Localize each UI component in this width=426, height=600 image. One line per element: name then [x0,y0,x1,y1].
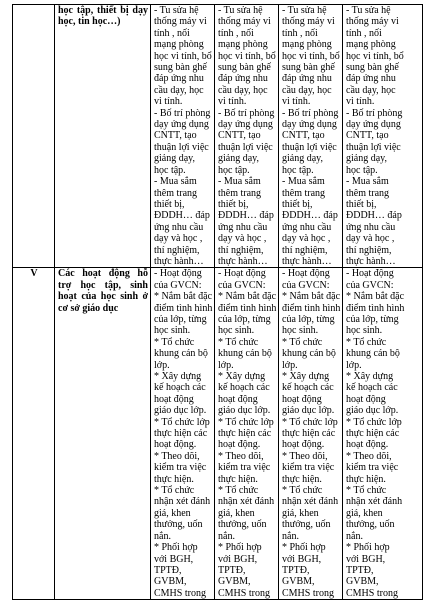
cell-line: - Mua sắm [282,176,325,188]
cell-line: giáo dục lớp. [218,405,271,417]
cell-line: tính , nối [346,27,382,39]
cell-line: ĐDDH… đáp [218,210,274,222]
cell-line: - Hoạt động [346,268,394,280]
cell-line: thí nghiệm, [154,244,200,256]
cell-line: nhận xét đánh [154,496,211,508]
table-cell [151,268,215,600]
cell-line: GVBM, [282,576,315,588]
cell-line: thưởng, uốn [346,519,395,531]
cell-line: sung bàn ghế [346,62,399,74]
cell-line: thí nghiệm, [346,244,392,256]
cell-line: mạng phòng [154,39,204,51]
cell-line: vi tính. [346,96,375,108]
cell-line: giảng dạy, [154,153,196,165]
cell-line: khung cán bộ [218,348,272,360]
cell-line: - Bố trí phòng [154,107,211,119]
cell-line: * Tổ chức lớp [154,416,210,428]
cell-line: nhận xét đánh [282,496,339,508]
cell-line: - Bố trí phòng [282,107,339,119]
cell-line: hoạt động. [346,439,389,451]
cell-line: * Tổ chức [346,336,387,348]
cell-line: * Phối hợp [282,542,326,554]
cell-line: * Nắm bắt đặc [154,291,213,303]
cell-line: ứng nhu cầu [154,221,204,233]
cell-line: học sinh. [282,325,319,337]
cell-line: vi tính. [218,96,247,108]
cell-line: đáp ứng nhu [218,73,268,85]
cell-line: nắn. [218,530,235,542]
cell-line: cầu dạy, học [346,84,396,96]
cell-line: thực hiện các [282,428,336,440]
cell-line: cầu dạy, học [218,84,268,96]
cell-line: ĐDDH… đáp [154,210,210,222]
cell-line: thống máy vi [282,16,335,28]
cell-line: thiết bị, [282,198,313,210]
cell-line: của GVCN: [346,279,394,291]
cell-line: mạng phòng [282,39,332,51]
cell-line: thưởng, uốn [218,519,267,531]
cell-line: kế hoạch các [282,382,334,394]
cell-line: thuận lợi việc [282,141,337,153]
cell-line: với BGH, [282,553,322,565]
cell-line: - Tu sửa hệ [154,5,199,16]
cell-line: nắn. [154,530,171,542]
cell-line: * Phối hợp [346,542,390,554]
cell-line: thiết bị, [154,198,185,210]
cell-line: thực hiện các [154,428,208,440]
cell-line: học tập. [218,164,250,176]
cell-line: thưởng, uốn [282,519,331,531]
cell-line: hoạt động. [282,439,325,451]
cell-line: thêm trang [282,187,326,199]
cell-line: lớp. [218,359,234,371]
cell-line: * Xây dựng [218,371,266,382]
cell-line: thống máy vi [218,16,271,28]
cell-line: thuận lợi việc [218,141,273,153]
cell-line: khung cán bộ [282,348,336,360]
cell-line: dạy ứng dụng [346,119,401,131]
cell-line: cầu dạy, học [282,84,332,96]
cell-line: CNTT, tạo [218,130,261,142]
cell-line: * Tổ chức [154,485,195,497]
cell-line: - Hoạt động [218,268,266,280]
table-cell [343,268,423,600]
row-number: V [13,268,55,600]
table-cell [215,5,279,268]
cell-line: điểm tình hình [154,302,213,314]
cell-line: của GVCN: [154,279,202,291]
cell-line: nhận xét đánh [218,496,275,508]
cell-line: học tập. [154,164,186,176]
cell-line: học tập. [282,164,314,176]
plan-table [12,4,423,600]
table-cell [343,5,423,268]
cell-line: GVBM, [154,576,187,588]
cell-line: vi tính. [282,96,311,108]
cell-line: ứng nhu cầu [218,221,268,233]
cell-line: thực hiện các [346,428,400,440]
cell-line: điểm tình hình [218,302,277,314]
cell-line: * Xây dựng [346,371,394,382]
cell-line: thiết bị, [218,198,249,210]
cell-line: điểm tình hình [346,302,405,314]
cell-line: thiết bị, [346,198,377,210]
cell-line: dạy ứng dụng [282,119,337,131]
cell-line: hoạt động [346,393,386,405]
cell-line: mạng phòng [218,39,268,51]
row-number [13,5,55,268]
cell-line: giảng dạy, [282,153,324,165]
row-title: học tập, thiết bị dạy học, tin học…) [55,5,151,268]
cell-line: TPTĐ, [154,564,182,576]
cell-line: CMHS trong [218,587,270,599]
cell-line: ứng nhu cầu [346,221,396,233]
cell-line: học vi tính, bổ [154,50,212,62]
cell-line: điểm tình hình [282,302,341,314]
cell-line: thống máy vi [346,16,399,28]
cell-line: * Theo dõi, [282,450,328,462]
cell-line: của GVCN: [218,279,266,291]
cell-line: lớp. [154,359,170,371]
cell-line: * Nắm bắt đặc [218,291,277,303]
cell-line: - Bố trí phòng [218,107,275,119]
cell-line: học sinh. [154,325,191,337]
table-row [13,5,423,268]
cell-line: TPTĐ, [346,564,374,576]
cell-line: kế hoạch các [346,382,398,394]
cell-line: lớp. [346,359,362,371]
cell-line: kiểm tra việc [282,462,335,474]
cell-line: dạy và học , [154,233,203,245]
table-row [13,268,423,600]
cell-line: * Xây dựng [154,371,202,382]
cell-line: hoạt động [154,393,194,405]
cell-line: thực hành… [282,255,332,267]
cell-line: giáo dục lớp. [154,405,207,417]
cell-line: ứng nhu cầu [282,221,332,233]
cell-line: của GVCN: [282,279,330,291]
cell-line: thí nghiệm, [218,244,264,256]
cell-line: dạy ứng dụng [154,119,209,131]
cell-line: hoạt động. [154,439,197,451]
cell-line: * Tổ chức [282,336,323,348]
cell-line: nhận xét đánh [346,496,403,508]
cell-line: mạng phòng [346,39,396,51]
cell-line: CNTT, tạo [282,130,325,142]
cell-line: kiểm tra việc [218,462,271,474]
cell-line: với BGH, [218,553,258,565]
cell-line: * Tổ chức [154,336,195,348]
cell-line: * Theo dõi, [346,450,392,462]
cell-line: CMHS trong [154,587,206,599]
cell-line: sung bàn ghế [282,62,335,74]
cell-line: TPTĐ, [218,564,246,576]
cell-line: CMHS trong [282,587,334,599]
cell-line: thống máy vi [154,16,207,28]
cell-line: giá, khen [218,507,255,519]
cell-line: - Hoạt động [282,268,330,280]
table-cell [279,5,343,268]
cell-line: thêm trang [346,187,390,199]
cell-line: thực hành… [154,255,204,267]
cell-line: kiểm tra việc [346,462,399,474]
cell-line: thưởng, uốn [154,519,203,531]
cell-line: - Tu sửa hệ [282,5,327,16]
row-title: Các hoạt động hỗ trợ học tập, sinh hoạt của học sinh ở cơ sở giáo dục [55,268,151,600]
cell-line: - Mua sắm [346,176,389,188]
cell-line: tính , nối [218,27,254,39]
cell-line: - Hoạt động [154,268,202,280]
cell-line: * Tổ chức lớp [218,416,274,428]
cell-line: lớp. [282,359,298,371]
cell-line: học tập. [346,164,378,176]
cell-line: nắn. [282,530,299,542]
cell-line: kiểm tra việc [154,462,207,474]
cell-line: thực hành… [346,255,396,267]
cell-line: CMHS trong [346,587,398,599]
cell-line: dạy và học , [218,233,267,245]
cell-line: của lớp, từng [282,313,335,325]
cell-line: sung bàn ghế [218,62,271,74]
cell-line: tính , nối [154,27,190,39]
table-cell [279,268,343,600]
cell-line: ĐDDH… đáp [282,210,338,222]
cell-line: đáp ứng nhu [154,73,204,85]
cell-line: * Tổ chức lớp [346,416,402,428]
cell-line: CNTT, tạo [346,130,389,142]
cell-line: giá, khen [154,507,191,519]
cell-line: * Tổ chức [282,485,323,497]
cell-line: đáp ứng nhu [282,73,332,85]
table-cell [151,5,215,268]
cell-line: dạy và học , [282,233,331,245]
cell-line: - Mua sắm [154,176,197,188]
cell-line: học vi tính, bổ [346,50,404,62]
cell-line: * Xây dựng [282,371,330,382]
cell-line: hoạt động. [218,439,261,451]
cell-line: * Phối hợp [154,542,198,554]
cell-line: kế hoạch các [154,382,206,394]
cell-line: giá, khen [282,507,319,519]
cell-line: hoạt động [282,393,322,405]
table-cell [215,268,279,600]
cell-line: thí nghiệm, [282,244,328,256]
cell-line: học sinh. [218,325,255,337]
cell-line: thực hiện. [282,473,322,485]
cell-line: thêm trang [154,187,198,199]
cell-line: TPTĐ, [282,564,310,576]
cell-line: sung bàn ghế [154,62,207,74]
cell-line: giáo dục lớp. [282,405,335,417]
cell-line: ĐDDH… đáp [346,210,402,222]
cell-line: - Tu sửa hệ [346,5,391,16]
cell-line: giáo dục lớp. [346,405,399,417]
cell-line: * Nắm bắt đặc [282,291,341,303]
cell-line: * Tổ chức [218,336,259,348]
cell-line: - Bố trí phòng [346,107,403,119]
cell-line: CNTT, tạo [154,130,197,142]
cell-line: học vi tính, bổ [218,50,276,62]
cell-line: * Tổ chức [218,485,259,497]
cell-line: * Phối hợp [218,542,262,554]
cell-line: kế hoạch các [218,382,270,394]
cell-line: giảng dạy, [346,153,388,165]
cell-line: tính , nối [282,27,318,39]
cell-line: * Theo dõi, [218,450,264,462]
cell-line: GVBM, [218,576,251,588]
cell-line: giảng dạy, [218,153,260,165]
cell-line: của lớp, từng [346,313,399,325]
cell-line: giá, khen [346,507,383,519]
cell-line: - Mua sắm [218,176,261,188]
cell-line: của lớp, từng [154,313,207,325]
cell-line: * Tổ chức lớp [282,416,338,428]
cell-line: với BGH, [154,553,194,565]
cell-line: thực hành… [218,255,268,267]
cell-line: đáp ứng nhu [346,73,396,85]
cell-line: dạy và học , [346,233,395,245]
cell-line: khung cán bộ [346,348,400,360]
cell-line: học sinh. [346,325,383,337]
cell-line: vi tính. [154,96,183,108]
cell-line: * Nắm bắt đặc [346,291,405,303]
cell-line: thực hiện. [346,473,386,485]
cell-line: * Tổ chức [346,485,387,497]
cell-line: học vi tính, bổ [282,50,340,62]
cell-line: hoạt động [218,393,258,405]
cell-line: thêm trang [218,187,262,199]
cell-line: nắn. [346,530,363,542]
cell-line: với BGH, [346,553,386,565]
cell-line: GVBM, [346,576,379,588]
cell-line: cầu dạy, học [154,84,204,96]
cell-line: thực hiện các [218,428,272,440]
cell-line: dạy ứng dụng [218,119,273,131]
cell-line: - Tu sửa hệ [218,5,263,16]
cell-line: thuận lợi việc [346,141,401,153]
cell-line: thực hiện. [154,473,194,485]
cell-line: của lớp, từng [218,313,271,325]
cell-line: * Theo dõi, [154,450,200,462]
cell-line: thực hiện. [218,473,258,485]
cell-line: khung cán bộ [154,348,208,360]
cell-line: thuận lợi việc [154,141,209,153]
